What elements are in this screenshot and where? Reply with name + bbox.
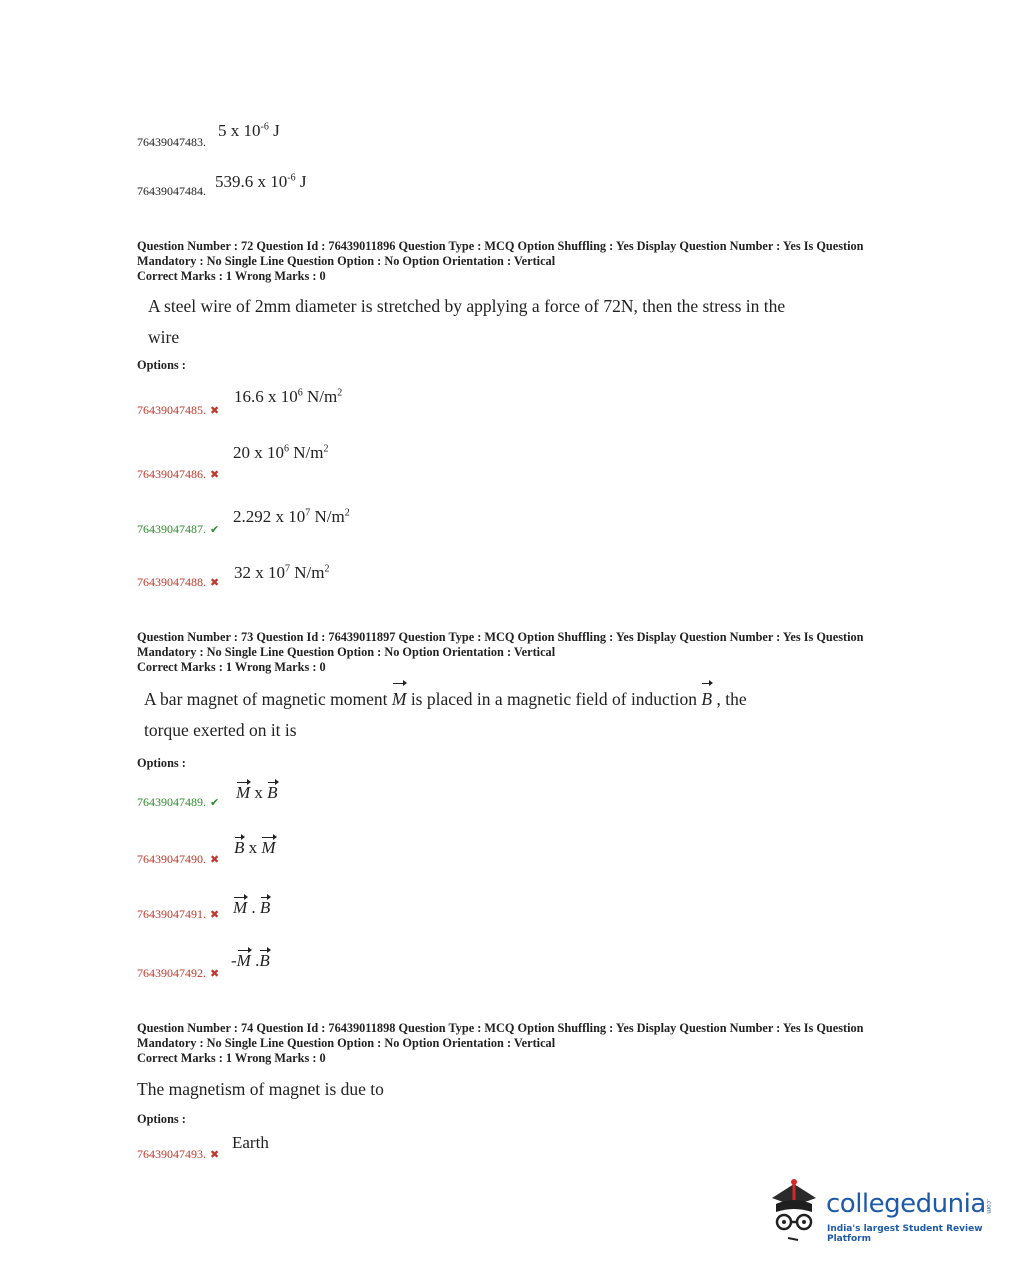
option-value: 2.292 x $10^7$ $N/m^2$ xyxy=(233,507,350,526)
option-id: 76439047489. ✔ xyxy=(137,795,220,809)
option-id: 76439047490. ✖ xyxy=(137,852,220,866)
option-value: 20 x $10^6$ $N/m^2$ xyxy=(233,443,329,462)
options-label: Options : xyxy=(137,358,186,372)
collegedunia-logo xyxy=(766,1176,996,1246)
option-id: 76439047487. ✔ xyxy=(137,522,220,536)
check-icon: ✔ xyxy=(210,524,220,536)
brand-dotcom: .com xyxy=(985,1199,992,1214)
brand-tagline: India's largest Student Review Platform xyxy=(827,1224,983,1244)
option-value: -M .B xyxy=(231,948,270,971)
option-value: 32 x $10^7$ $N/m^2$ xyxy=(234,563,330,582)
wrong-icon: ✖ xyxy=(210,469,220,481)
question-text: A bar magnet of magnetic moment M is placed in a magnetic field of induction B , the torque exerted on it is xyxy=(144,681,824,746)
options-label: Options : xyxy=(137,1112,186,1126)
question-meta: Question Number : 73 Question Id : 76439011897 Question Type : MCQ Option Shuffling : Yes Display Question Number : Yes Is Question Mandatory : No Single Line Question Option : No Option Orientation : Vertical Correct Marks : 1 Wrong Marks : 0 xyxy=(137,630,864,674)
vector-m: M xyxy=(392,681,407,715)
wrong-icon: ✖ xyxy=(210,577,220,589)
option-value: 5 x $10^{-6}$ J xyxy=(218,121,280,140)
option-id: 76439047486. ✖ xyxy=(137,467,220,481)
wrong-icon: ✖ xyxy=(210,1149,220,1161)
mascot-icon xyxy=(766,1176,826,1246)
option-id: 76439047484. xyxy=(137,184,206,198)
option-id: 76439047493. ✖ xyxy=(137,1147,220,1161)
question-text: A steel wire of 2mm diameter is stretched by applying a force of 72N, then the stress in the wire xyxy=(148,296,786,347)
option-value: 539.6 x $10^{-6}$ J xyxy=(215,172,307,191)
option-value: M x B xyxy=(236,780,278,803)
option-value: B x M xyxy=(234,835,276,858)
option-id: 76439047483. xyxy=(137,135,206,149)
wrong-icon: ✖ xyxy=(210,909,220,921)
vector-b: B xyxy=(701,681,712,715)
question-meta: Question Number : 74 Question Id : 76439011898 Question Type : MCQ Option Shuffling : Yes Display Question Number : Yes Is Question Mandatory : No Single Line Question Option : No Option Orientation : Vertical Correct Marks : 1 Wrong Marks : 0 xyxy=(137,1021,864,1065)
options-label: Options : xyxy=(137,756,186,770)
option-value: 16.6 x $10^6$ $N/m^2$ xyxy=(234,387,343,406)
option-id: 76439047488. ✖ xyxy=(137,575,220,589)
question-meta: Question Number : 72 Question Id : 76439011896 Question Type : MCQ Option Shuffling : Yes Display Question Number : Yes Is Question Mandatory : No Single Line Question Option : No Option Orientation : Vertical Correct Marks : 1 Wrong Marks : 0 xyxy=(137,239,864,283)
wrong-icon: ✖ xyxy=(210,968,220,980)
option-id: 76439047491. ✖ xyxy=(137,907,220,921)
option-value: Earth xyxy=(232,1133,269,1152)
option-id: 76439047485. ✖ xyxy=(137,403,220,417)
question-text: The magnetism of magnet is due to xyxy=(137,1079,384,1099)
option-id: 76439047492. ✖ xyxy=(137,966,220,980)
wrong-icon: ✖ xyxy=(210,405,220,417)
option-value: M . B xyxy=(233,895,270,918)
wrong-icon: ✖ xyxy=(210,854,220,866)
brand-name: collegedunia xyxy=(826,1189,986,1219)
check-icon: ✔ xyxy=(210,797,220,809)
